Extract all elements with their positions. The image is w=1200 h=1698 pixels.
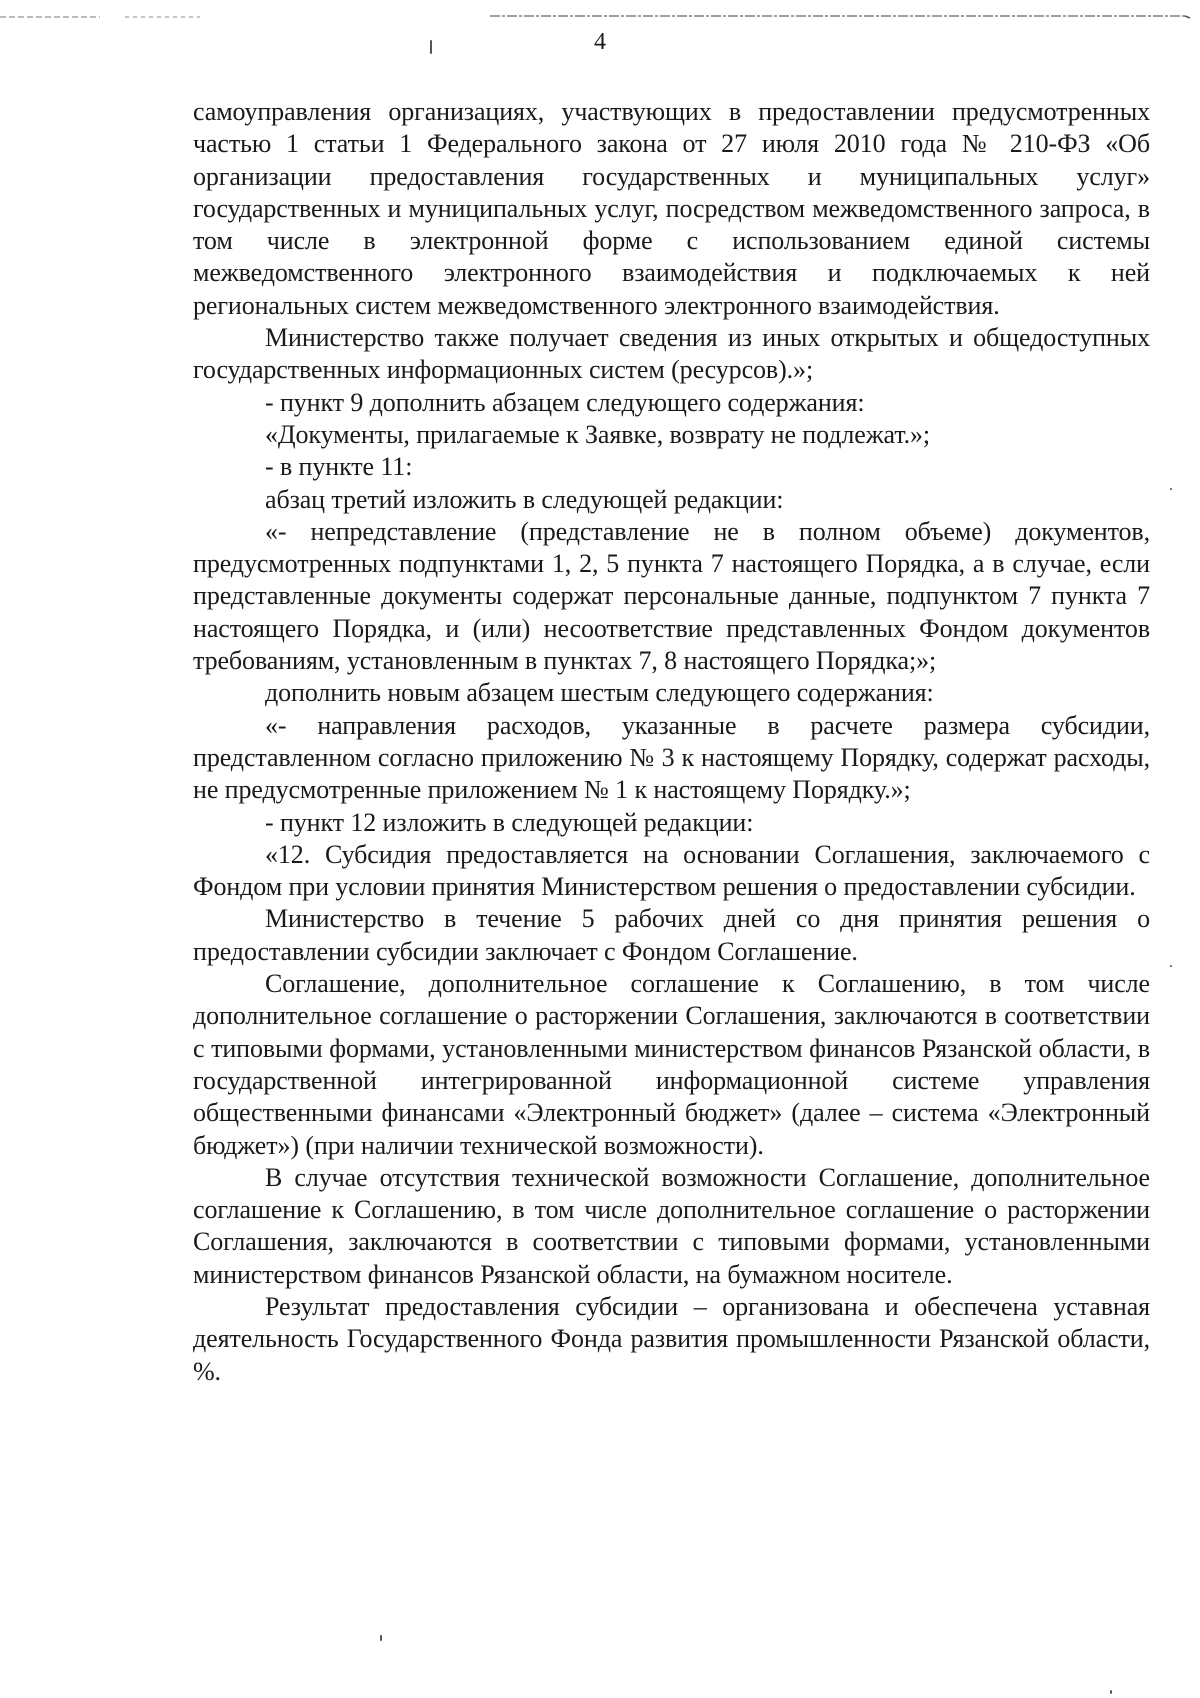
paragraph: «Документы, прилагаемые к Заявке, возврату не подлежат.»; xyxy=(265,419,931,449)
paragraph: «- непредставление (представление не в полном объеме) документов, предусмотренных подпунктами 1, 2, 5 пункта 7 настоящего Порядка, а в случае, если представленные документы содержат персональные данные, подпунктом 7 пункта 7 настоящего Порядка, и (или) несоответствие представленных Фондом документов требованиям, установленным в пунктах 7, 8 настоящего Порядка;»; xyxy=(193,516,1150,676)
paragraph: Результат предоставления субсидии – организована и обеспечена уставная деятельность Государственного Фонда развития промышленности Рязанской области, %. xyxy=(193,1291,1150,1386)
paragraph: Министерство также получает сведения из иных открытых и общедоступных государственных информационных систем (ресурсов).»; xyxy=(193,323,1150,385)
paragraph: - пункт 9 дополнить абзацем следующего содержания: xyxy=(265,387,865,417)
scan-speck xyxy=(380,1635,382,1641)
paragraph: Министерство в течение 5 рабочих дней со дня принятия решения о предоставлении субсидии заключает с Фондом Соглашение. xyxy=(193,904,1150,966)
paragraph: «- направления расходов, указанные в расчете размера субсидии, представленном согласно приложению № 3 к настоящему Порядку, содержат расходы, не предусмотренные приложением № 1 к настоящему Порядку.»; xyxy=(193,710,1150,805)
paragraph: - пункт 12 изложить в следующей редакции: xyxy=(265,807,754,837)
paragraph: Соглашение, дополнительное соглашение к Соглашению, в том числе дополнительное соглашение о расторжении Соглашения, заключаются в соответствии с типовыми формами, установленными министерством финансов Рязанской области, в государственной интегрированной информационной системе управления общественными финансами «Электронный бюджет» (далее – система «Электронный бюджет») (при наличии технической возможности). xyxy=(193,969,1150,1160)
scan-speck xyxy=(1170,488,1172,490)
scan-speck xyxy=(1170,965,1172,967)
paragraph: «12. Субсидия предоставляется на основании Соглашения, заключаемого с Фондом при условии принятия Министерством решения о предоставлении субсидии. xyxy=(193,839,1150,902)
document-body xyxy=(193,96,1150,1388)
paragraph: - в пункте 11: xyxy=(265,452,413,482)
paragraph: В случае отсутствия технической возможности Соглашение, дополнительное соглашение к Соглашению, в том числе дополнительное соглашение о расторжении Соглашения, заключаются в соответствии с типовыми формами, установленными министерством финансов Рязанской области, на бумажном носителе. xyxy=(193,1162,1150,1289)
scan-edge-marks xyxy=(0,14,1200,20)
paragraph: дополнить новым абзацем шестым следующего содержания: xyxy=(265,678,934,708)
paragraph: самоуправления организациях, участвующих в предоставлении предусмотренных частью 1 статьи 1 Федерального закона от 27 июля 2010 года № 210-ФЗ «Об организации предоставления государственных и муниципальных услуг» государственных и муниципальных услуг, посредством межведомственного запроса, в том числе в электронной форме с использованием единой системы межведомственного электронного взаимодействия и подключаемых к ней региональных систем межведомственного электронного взаимодействия. xyxy=(193,97,1150,320)
scan-speck xyxy=(1110,1690,1112,1694)
scan-speck xyxy=(430,40,432,54)
paragraph: абзац третий изложить в следующей редакции: xyxy=(265,484,784,514)
page-number: 4 xyxy=(594,29,606,55)
